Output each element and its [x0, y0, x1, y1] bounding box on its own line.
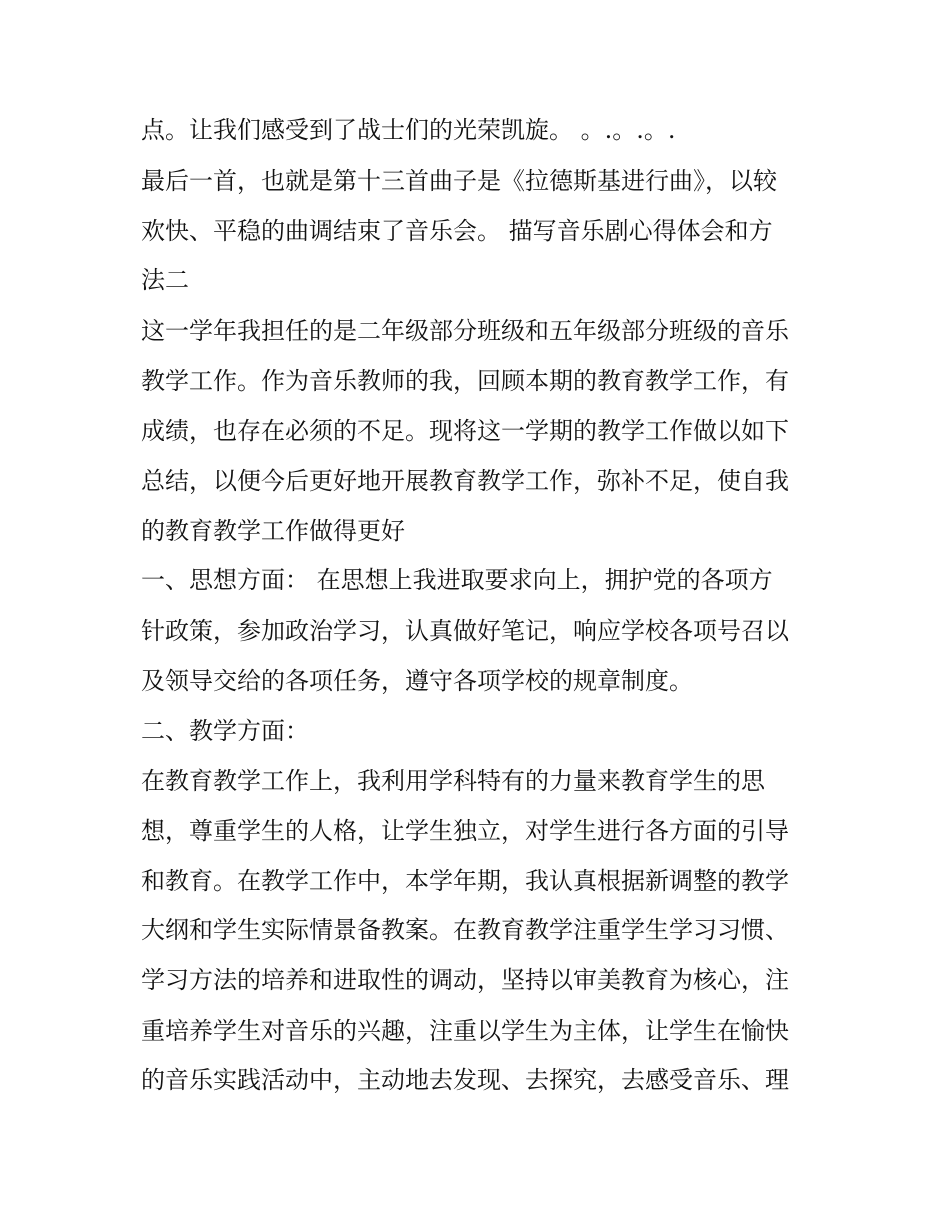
text-line: 大纲和学生实际情景备教案。在教育教学注重学生学习习惯、 — [141, 916, 789, 944]
text-line: 成绩，也存在必须的不足。现将这一学期的教学工作做以如下 — [141, 417, 789, 445]
text-line: 的音乐实践活动中，主动地去发现、去探究，去感受音乐、理 — [141, 1066, 789, 1094]
text-line: 在教育教学工作上，我利用学科特有的力量来教育学生的思 — [141, 767, 765, 795]
text-line: 欢快、平稳的曲调结束了音乐会。 描写音乐剧心得体会和方 — [141, 217, 773, 245]
text-line: 一、思想方面： 在思想上我进取要求向上，拥护党的各项方 — [141, 566, 773, 594]
text-line: 和教育。在教学工作中，本学年期，我认真根据新调整的教学 — [141, 867, 789, 895]
text-line: 法二 — [141, 266, 189, 294]
text-line: 针政策，参加政治学习，认真做好笔记，响应学校各项号召以 — [141, 617, 789, 645]
text-line: 重培养学生对音乐的兴趣，注重以学生为主体，让学生在愉快 — [141, 1017, 789, 1045]
text-line: 学习方法的培养和进取性的调动，坚持以审美教育为核心，注 — [141, 966, 789, 994]
text-line: 教学工作。作为音乐教师的我，回顾本期的教育教学工作，有 — [141, 367, 789, 395]
text-line: 总结，以便今后更好地开展教育教学工作，弥补不足，使自我 — [141, 467, 789, 495]
text-line: 二、教学方面： — [141, 717, 309, 745]
text-line: 点。让我们感受到了战士们的光荣凯旋。 。.。.。. — [141, 116, 676, 144]
text-line: 想，尊重学生的人格，让学生独立，对学生进行各方面的引导 — [141, 817, 789, 845]
text-line: 这一学年我担任的是二年级部分班级和五年级部分班级的音乐 — [141, 317, 789, 345]
text-line: 的教育教学工作做得更好 — [141, 517, 405, 545]
text-line: 及领导交给的各项任务，遵守各项学校的规章制度。 — [141, 667, 693, 695]
text-line: 最后一首，也就是第十三首曲子是《拉德斯基进行曲》，以较 — [141, 167, 777, 195]
